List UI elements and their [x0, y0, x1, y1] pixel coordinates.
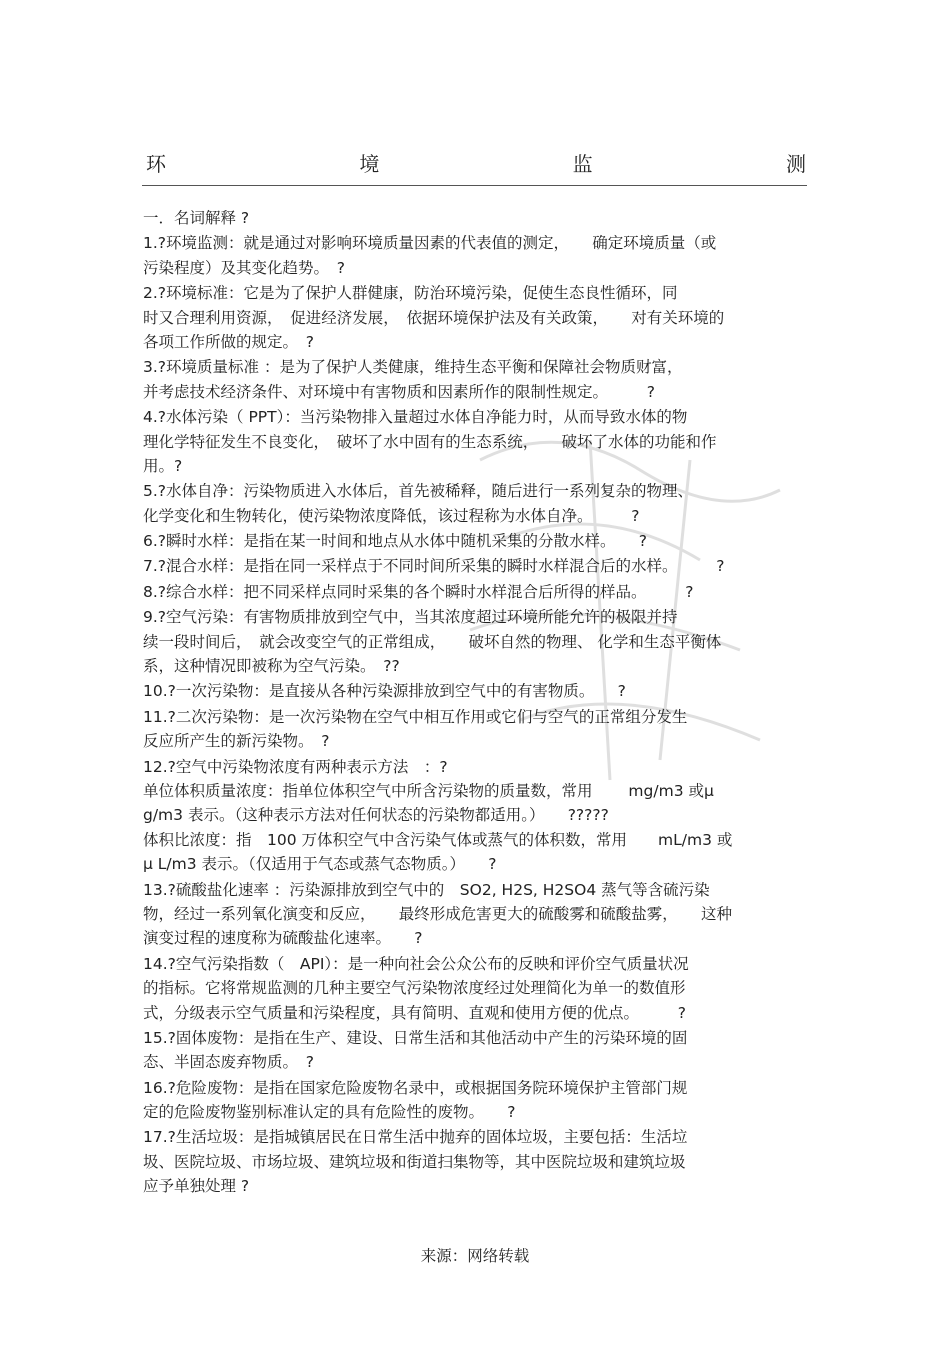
definition-entry [143, 355, 813, 404]
title-char: 境 [359, 152, 380, 176]
text-line: 污染程度）及其变化趋势。 ? [143, 258, 345, 277]
text-line: 13.?硫酸盐化速率 ：污染源排放到空气中的 SO2, H2S, H2SO4 蒸气等含硫污染 [143, 880, 710, 899]
text-line: 反应所产生的新污染物。 ? [143, 732, 330, 751]
text-line: 8.?综合水样：把不同采样点同时采集的各个瞬时水样混合后所得的样品。 ? [143, 582, 694, 601]
definition-entry [143, 679, 813, 703]
definition-entry [143, 281, 813, 354]
page-title [146, 148, 806, 177]
text-line: 应予单独处理 ? [143, 1177, 250, 1196]
section-heading [143, 206, 813, 230]
definition-entry [143, 1125, 813, 1198]
definition-entry [143, 878, 813, 951]
definition-entry [143, 952, 813, 1025]
title-char: 测 [785, 152, 806, 176]
source-footer: 来源：网络转载 [420, 1247, 530, 1265]
text-line: 9.?空气污染：有害物质排放到空气中，当其浓度超过环境所能允许的极限并持 [143, 608, 678, 627]
text-line: 2.?环境标准：它是为了保护人群健康，防治环境污染，促使生态良性循环，同 [143, 284, 678, 303]
text-line: 式，分级表示空气质量和污染程度，具有简明、直观和使用方便的优点。 ? [143, 1003, 686, 1022]
text-line: 续一段时间后， 就会改变空气的正常组成， 破坏自然的物理、 化学和生态平衡体 [143, 632, 722, 651]
text-line: 15.?固体废物：是指在生产、建设、日常生活和其他活动中产生的污染环境的固 [143, 1028, 688, 1047]
text-line: 物，经过一系列氧化演变和反应， 最终形成危害更大的硫酸雾和硫酸盐雾， 这种 [143, 904, 733, 923]
text-line: 体积比浓度：指 100 万体积空气中含污染气体或蒸气的体积数，常用 mL/m3 或 [143, 830, 733, 849]
definition-entry [143, 529, 813, 553]
text-line: 的指标。它将常规监测的几种主要空气污染物浓度经过处理简化为单一的数值形 [143, 979, 686, 998]
text-line: g/m3 表示。（这种表示方法对任何状态的污染物都适用。） ????? [143, 806, 609, 825]
text-line: 5.?水体自净：污染物质进入水体后，首先被稀释，随后进行一系列复杂的物理、 [143, 482, 694, 501]
definition-entry [143, 479, 813, 528]
text-line: 单位体积质量浓度：指单位体积空气中所含污染物的质量数，常用 mg/m3 或μ [143, 781, 714, 800]
text-line: 用。? [143, 456, 183, 475]
text-line: 演变过程的速度称为硫酸盐化速率。 ? [143, 929, 423, 948]
text-line: 7.?混合水样：是指在同一采样点于不同时间所采集的瞬时水样混合后的水样。 ? [143, 557, 725, 576]
text-line: 化学变化和生物转化，使污染物浓度降低，该过程称为水体自净。 ? [143, 506, 640, 525]
definition-entry [143, 605, 813, 678]
definition-entry [143, 405, 813, 478]
text-line: 1.?环境监测：就是通过对影响环境质量因素的代表值的测定， 确定环境质量（或 [143, 234, 717, 253]
definition-entry [143, 554, 813, 578]
text-line: 态、半固态废弃物质。 ? [143, 1053, 314, 1072]
definition-entry [143, 1076, 813, 1125]
definition-entry [143, 1026, 813, 1075]
text-line: 圾、医院垃圾、市场垃圾、建筑垃圾和街道扫集物等，其中医院垃圾和建筑垃圾 [143, 1152, 686, 1171]
definition-entry [143, 231, 813, 280]
text-line: 11.?二次污染物：是一次污染物在空气中相互作用或它们与空气的正常组分发生 [143, 707, 688, 726]
text-line: 12.?空气中污染物浓度有两种表示方法 ：? [143, 757, 448, 776]
text-line: 3.?环境质量标准 ：是为了保护人类健康，维持生态平衡和保障社会物质财富， [143, 358, 683, 377]
text-line: 理化学特征发生不良变化， 破坏了水中固有的生态系统， 破坏了水体的功能和作 [143, 432, 717, 451]
text-line: 4.?水体污染（ PPT）：当污染物排入量超过水体自净能力时，从而导致水体的物 [143, 408, 688, 427]
text-line: 各项工作所做的规定。 ? [143, 332, 314, 351]
document-body [143, 206, 813, 1200]
text-line: 16.?危险废物：是指在国家危险废物名录中，或根据国务院环境保护主管部门规 [143, 1078, 688, 1097]
text-line: 时又合理利用资源， 促进经济发展， 依据环境保护法及有关政策， 对有关环境的 [143, 308, 725, 327]
text-line: μ L/m3 表示。（仅适用于气态或蒸气态物质。） ? [143, 855, 497, 874]
definition-entry [143, 705, 813, 754]
title-char: 环 [146, 152, 166, 176]
text-line: 一．名词解释 ? [143, 209, 250, 227]
text-line: 系，这种情况即被称为空气污染。 ?? [143, 657, 400, 676]
text-line: 14.?空气污染指数（ API）：是一种向社会公众公布的反映和评价空气质量状况 [143, 954, 689, 973]
title-divider [142, 185, 807, 186]
text-line: 10.?一次污染物：是直接从各种污染源排放到空气中的有害物质。 ? [143, 682, 626, 701]
text-line: 定的危险废物鉴别标准认定的具有危险性的废物。 ? [143, 1103, 516, 1122]
text-line: 并考虑技术经济条件、对环境中有害物质和因素所作的限制性规定。 ? [143, 382, 655, 401]
title-char: 监 [572, 152, 593, 176]
definition-entry [143, 580, 813, 604]
text-line: 17.?生活垃圾：是指城镇居民在日常生活中抛弃的固体垃圾，主要包括：生活垃 [143, 1128, 688, 1147]
definition-entry [143, 755, 813, 877]
text-line: 6.?瞬时水样：是指在某一时间和地点从水体中随机采集的分散水样。 ? [143, 532, 647, 551]
